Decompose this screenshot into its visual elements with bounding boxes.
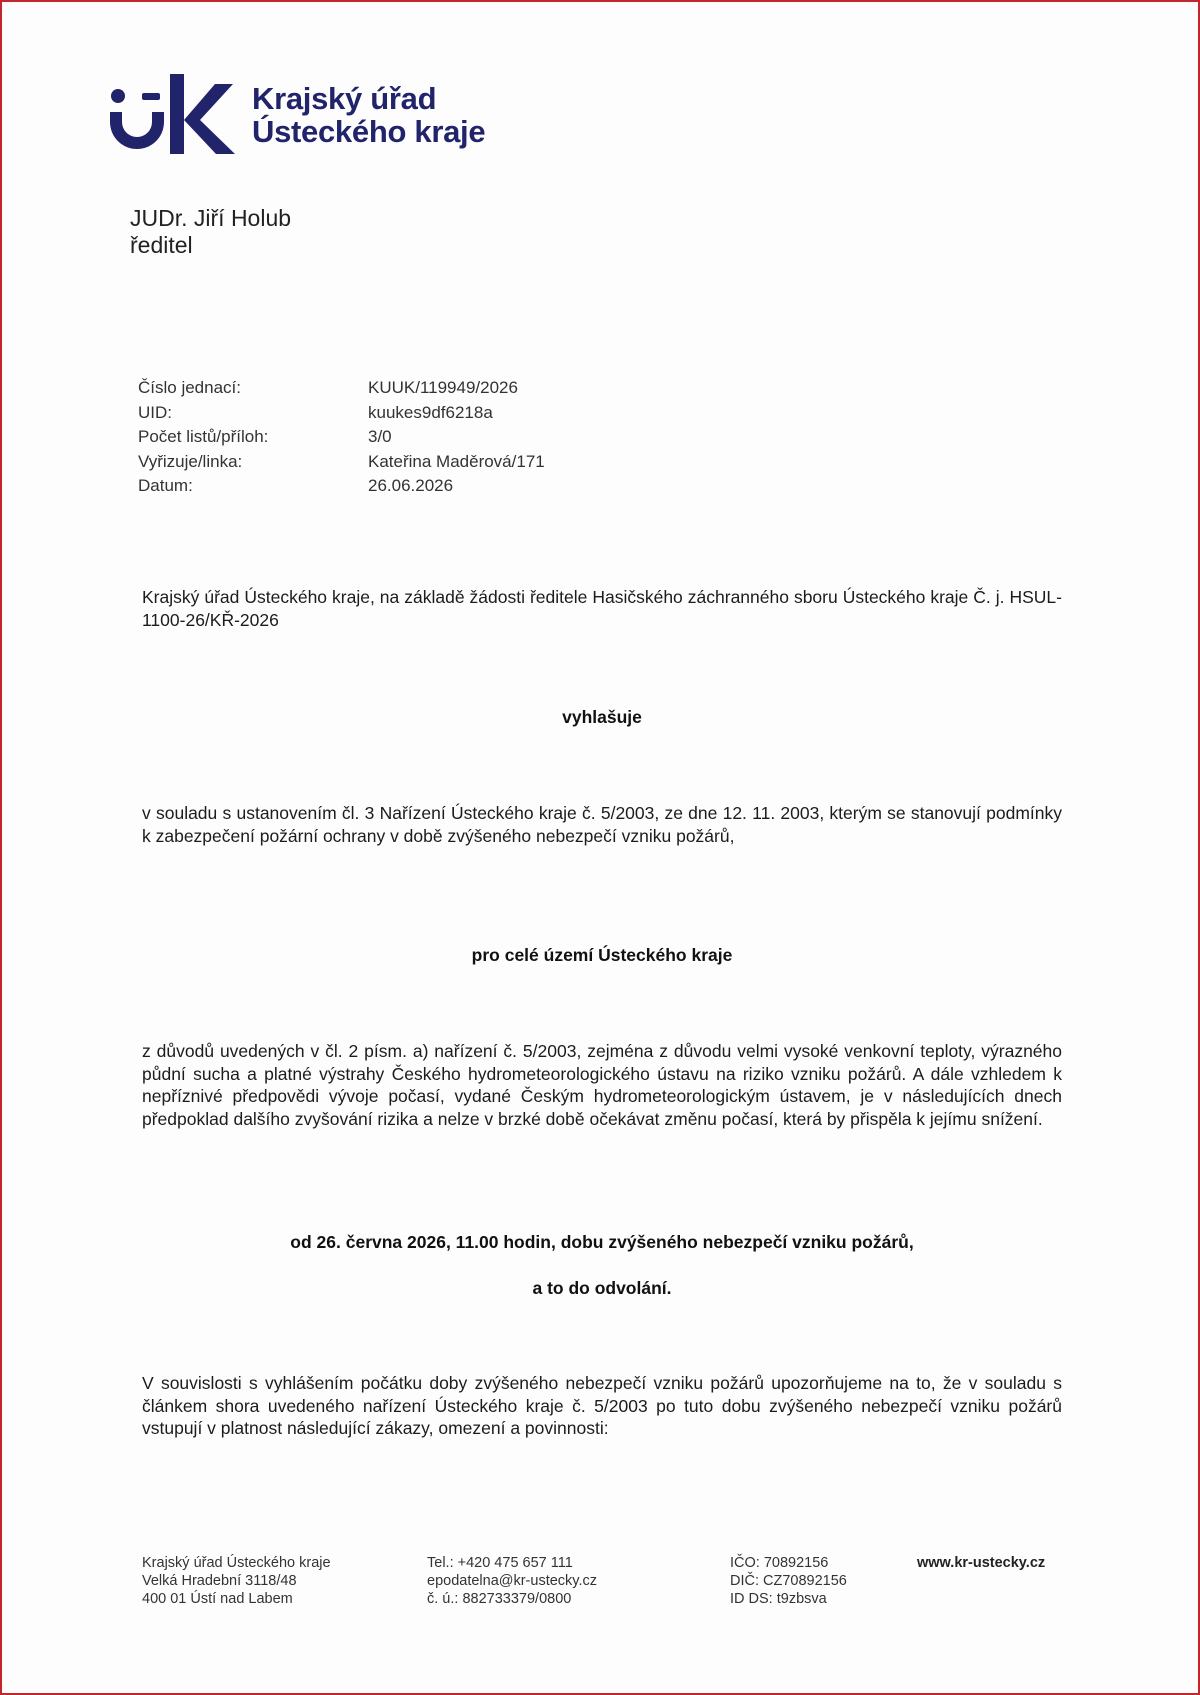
metadata-row <box>138 376 545 401</box>
heading-until: a to do odvolání. <box>532 1278 672 1298</box>
office-name-line1: Krajský úřad <box>252 81 437 116</box>
metadata-value: KUUK/119949/2026 <box>368 378 518 397</box>
reasons-paragraph: z důvodů uvedených v čl. 2 písm. a) nařízení č. 5/2003, zejména z důvodu velmi vysoké venkovní teploty, výrazného půdní sucha a platné výstrahy Českého hydrometeorologického ústavu na riziko vzniku požárů. A dále vzhledem k nepříznivé předpovědi vývoje počasí, vydané Českým hydrometeorologickým ústavem, je v následujících dnech předpoklad dalšího zvyšování rizika a nelze v brzké době očekávat změnu počasí, která by přispěla k jejímu snížení. <box>142 1041 1062 1129</box>
metadata-value: 26.06.2026 <box>368 476 454 495</box>
footer-contact <box>427 1554 597 1608</box>
footer-email-link[interactable]: epodatelna@kr-ustecky.cz <box>427 1573 597 1589</box>
footer-ids <box>730 1554 847 1608</box>
metadata-value: Kateřina Maděrová/171 <box>368 451 545 471</box>
document-metadata <box>138 376 545 499</box>
footer-address-line: 400 01 Ústí nad Labem <box>142 1591 293 1607</box>
notice-paragraph: V souvislosti s vyhlášením počátku doby zvýšeného nebezpečí vzniku požárů upozorňujeme na to, že v souladu s článkem shora uvedeného nařízení Ústeckého kraje č. 5/2003 po tuto dobu zvýšeného nebezpečí vzniku požárů vstupují v platnost následující zákazy, omezení a povinnosti: <box>142 1373 1062 1438</box>
metadata-value: kuukes9df6218a <box>368 402 493 422</box>
sender-name: JUDr. Jiří Holub <box>130 205 292 231</box>
footer-id-ds: ID DS: t9zbsva <box>730 1591 827 1607</box>
heading-announces: vyhlašuje <box>562 707 642 727</box>
sender-block <box>130 205 291 259</box>
office-name <box>252 82 485 148</box>
intro-paragraph: Krajský úřad Ústeckého kraje, na základě žádosti ředitele Hasičského záchranného sboru Ústeckého kraje Č. j. HSUL-1100-26/KŘ-2026 <box>142 587 1062 630</box>
heading-period: od 26. června 2026, 11.00 hodin, dobu zvýšeného nebezpečí vzniku požárů, <box>290 1232 914 1252</box>
legal-basis-paragraph: v souladu s ustanovením čl. 3 Nařízení Ústeckého kraje č. 5/2003, ze dne 12. 11. 2003, kterým se stanovují podmínky k zabezpečení požární ochrany v době zvýšeného nebezpečí vzniku požárů, <box>142 803 1062 846</box>
footer-ico: IČO: 70892156 <box>730 1555 829 1571</box>
metadata-label: Číslo jednací: <box>138 378 241 397</box>
metadata-value: 3/0 <box>368 427 392 446</box>
footer-website-link[interactable]: www.kr-ustecky.cz <box>917 1555 1046 1571</box>
footer-phone: Tel.: +420 475 657 111 <box>427 1555 573 1571</box>
metadata-row <box>138 401 545 426</box>
metadata-label: UID: <box>138 402 172 422</box>
metadata-label: Datum: <box>138 476 193 495</box>
heading-territory: pro celé území Ústeckého kraje <box>471 945 733 965</box>
footer-address-line: Velká Hradební 3118/48 <box>142 1573 297 1589</box>
uk-logo-icon <box>107 74 242 156</box>
footer-dic: DIČ: CZ70892156 <box>730 1573 847 1589</box>
header-logo <box>107 74 485 156</box>
metadata-row <box>138 474 545 499</box>
metadata-label: Počet listů/příloh: <box>138 427 269 446</box>
office-name-line2: Ústeckého kraje <box>252 114 486 149</box>
footer-bank-account: č. ú.: 882733379/0800 <box>427 1591 572 1607</box>
footer-address <box>142 1554 331 1608</box>
metadata-label: Vyřizuje/linka: <box>138 451 243 471</box>
sender-title: ředitel <box>130 232 193 258</box>
footer-address-line: Krajský úřad Ústeckého kraje <box>142 1555 331 1571</box>
metadata-row <box>138 450 545 475</box>
metadata-row <box>138 425 545 450</box>
